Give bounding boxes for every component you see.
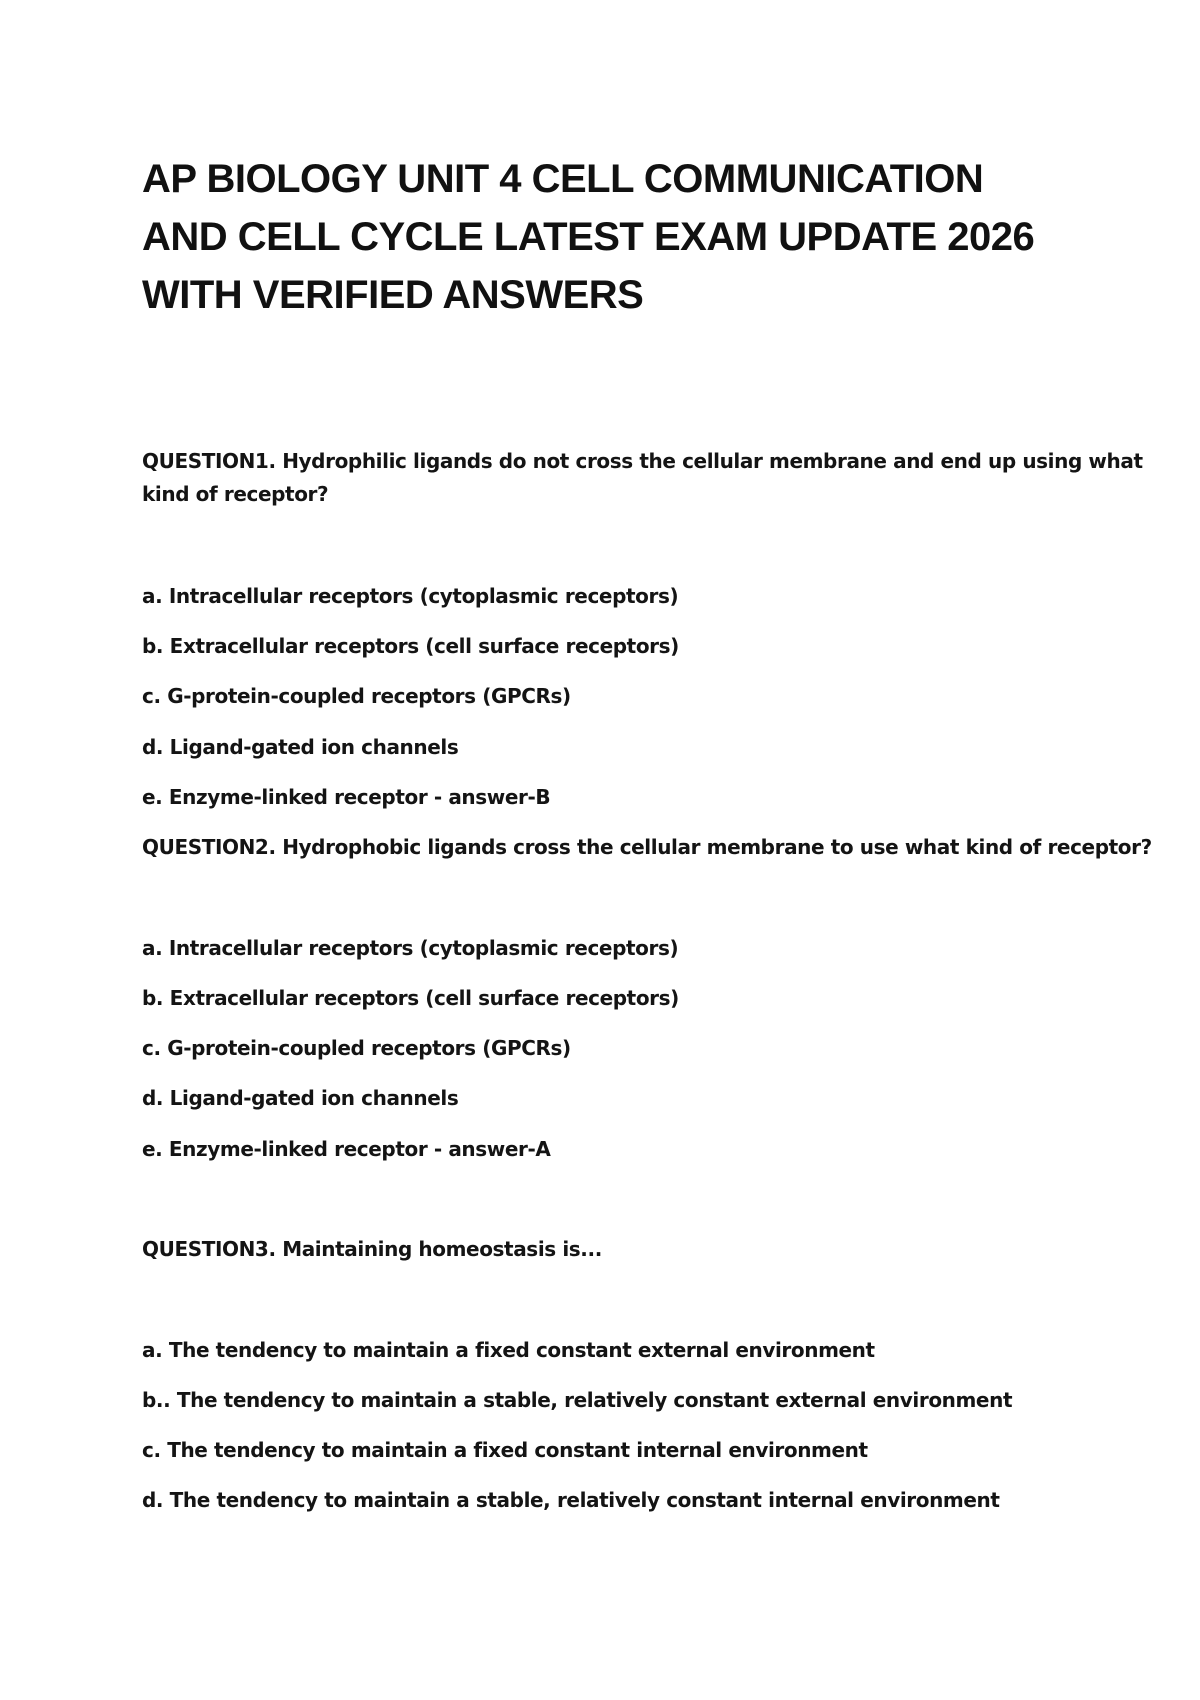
question-1-option-a: a. Intracellular receptors (cytoplasmic receptors) [142,584,679,608]
title-line-2: AND CELL CYCLE LATEST EXAM UPDATE 2026 [142,215,1035,259]
question-1-text-line-2: kind of receptor? [142,482,329,506]
question-2-option-d: d. Ligand-gated ion channels [142,1086,459,1110]
question-1-option-e: e. Enzyme-linked receptor - answer-B [142,785,551,809]
question-2-option-a: a. Intracellular receptors (cytoplasmic receptors) [142,936,679,960]
question-2-option-b: b. Extracellular receptors (cell surface receptors) [142,986,679,1010]
question-3-option-c: c. The tendency to maintain a fixed constant internal environment [142,1438,868,1462]
document-title [142,150,1102,324]
question-3-option-b: b.. The tendency to maintain a stable, relatively constant external environment [142,1388,1013,1412]
question-1-option-c: c. G-protein-coupled receptors (GPCRs) [142,684,571,708]
title-line-1: AP BIOLOGY UNIT 4 CELL COMMUNICATION [142,157,984,201]
question-3-option-d: d. The tendency to maintain a stable, relatively constant internal environment [142,1488,1000,1512]
question-3-option-a: a. The tendency to maintain a fixed constant external environment [142,1338,875,1362]
question-3-text-line-1: QUESTION3. Maintaining homeostasis is... [142,1237,602,1261]
question-2-option-c: c. G-protein-coupled receptors (GPCRs) [142,1036,571,1060]
question-1-text-line-1: QUESTION1. Hydrophilic ligands do not cross the cellular membrane and end up using what [142,449,1143,473]
question-2-text-line-1: QUESTION2. Hydrophobic ligands cross the cellular membrane to use what kind of receptor? [142,835,1152,859]
question-1-option-b: b. Extracellular receptors (cell surface receptors) [142,634,679,658]
question-1-option-d: d. Ligand-gated ion channels [142,735,459,759]
question-2-option-e: e. Enzyme-linked receptor - answer-A [142,1137,551,1161]
title-line-3: WITH VERIFIED ANSWERS [142,273,644,317]
